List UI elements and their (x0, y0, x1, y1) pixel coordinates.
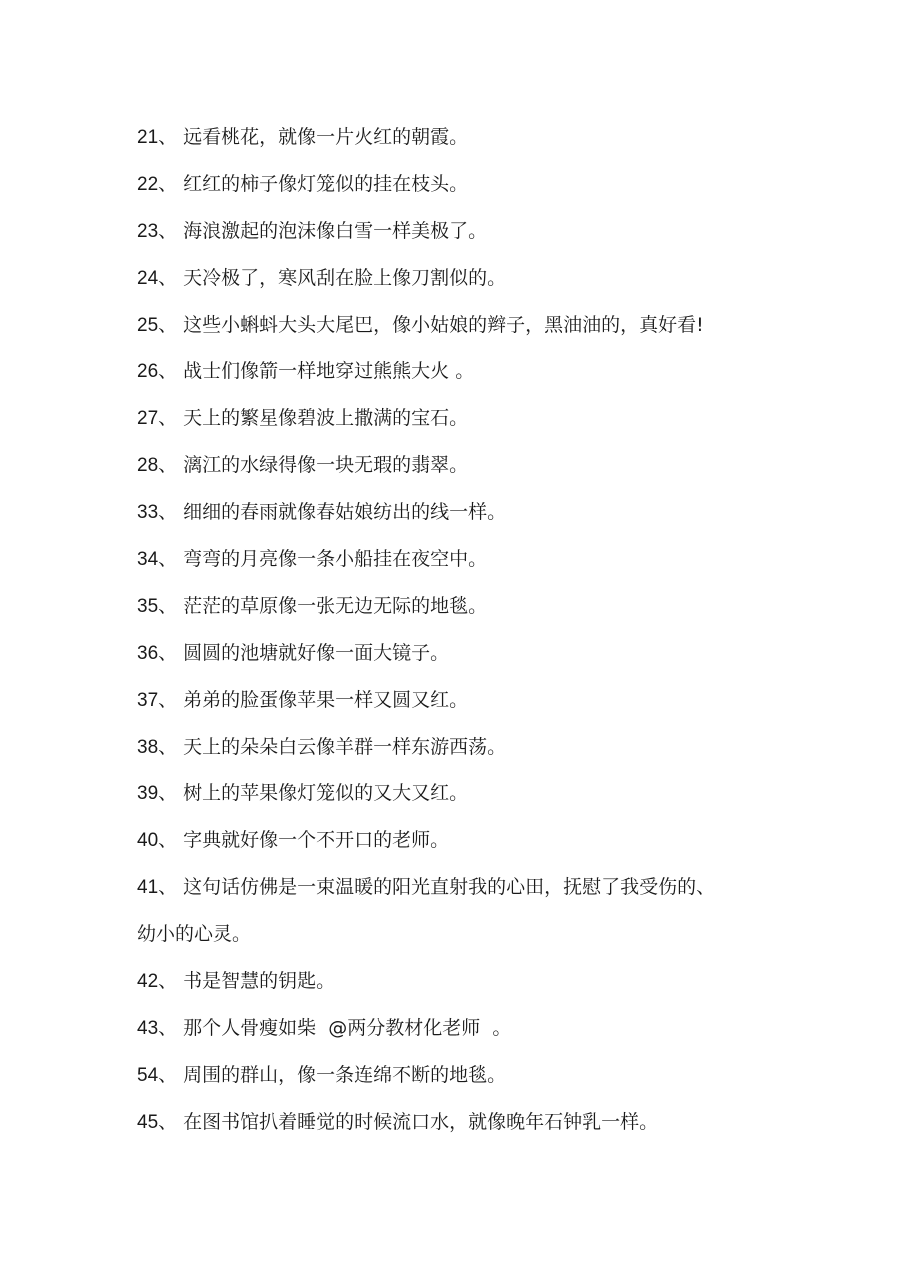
line-separator: 、 (158, 172, 178, 195)
text-line (137, 864, 797, 911)
line-separator: 、 (158, 313, 178, 336)
line-number: 22 (137, 173, 159, 195)
line-separator: 、 (158, 688, 178, 711)
line-text: 细细的春雨就像春姑娘纺出的线一样。 (183, 501, 507, 524)
line-number: 40 (137, 830, 159, 852)
line-separator: 、 (158, 735, 178, 758)
line-number: 54 (137, 1064, 159, 1086)
line-text: 红红的柿子像灯笼似的挂在枝头。 (183, 172, 469, 195)
line-number: 37 (137, 689, 159, 711)
line-number: 41 (137, 877, 159, 899)
line-separator: 、 (158, 641, 178, 664)
text-line (137, 255, 797, 302)
line-number: 24 (137, 267, 159, 289)
line-separator: 、 (158, 360, 178, 383)
line-separator: 、 (158, 501, 178, 524)
line-separator: 、 (158, 876, 178, 899)
line-text: 弯弯的月亮像一条小船挂在夜空中。 (183, 548, 488, 571)
text-line (137, 724, 797, 771)
line-text: 这些小蝌蚪大头大尾巴，像小姑娘的辫子，黑油油的，真好看! (183, 313, 704, 336)
line-number: 25 (137, 314, 159, 336)
text-line (137, 114, 797, 161)
text-line (137, 1005, 797, 1052)
line-text: 那个人骨瘦如柴 @两分教材化老师 。 (183, 1016, 512, 1039)
line-text: 远看桃花，就像一片火红的朝霞。 (183, 126, 469, 148)
text-line (137, 348, 797, 395)
text-line (137, 161, 797, 208)
line-text: 周围的群山，像一条连绵不断的地毯。 (183, 1063, 507, 1086)
line-number: 39 (137, 783, 159, 805)
line-text: 海浪激起的泡沫像白雪一样美极了。 (183, 219, 488, 242)
text-line (137, 677, 797, 724)
text-line (137, 442, 797, 489)
line-text: 幼小的心灵。 (137, 923, 252, 946)
line-separator: 、 (158, 126, 178, 148)
line-separator: 、 (158, 407, 178, 430)
text-line (137, 208, 797, 255)
line-number: 26 (137, 361, 159, 383)
line-text: 漓江的水绿得像一块无瑕的翡翠。 (183, 454, 469, 477)
text-line-continuation (137, 911, 797, 958)
line-number: 43 (137, 1017, 159, 1039)
line-number: 45 (137, 1111, 159, 1133)
line-number: 36 (137, 642, 159, 664)
text-line (137, 583, 797, 630)
line-text: 这句话仿佛是一束温暖的阳光直射我的心田，抚慰了我受伤的、 (183, 876, 716, 899)
text-line (137, 630, 797, 677)
line-text: 天冷极了，寒风刮在脸上像刀割似的。 (183, 266, 507, 289)
line-separator: 、 (158, 1016, 178, 1039)
text-line (137, 770, 797, 817)
line-separator: 、 (158, 1110, 178, 1133)
line-text: 字典就好像一个不开口的老师。 (183, 829, 450, 852)
line-number: 42 (137, 971, 159, 993)
line-number: 35 (137, 595, 159, 617)
line-text: 天上的繁星像碧波上撒满的宝石。 (183, 407, 469, 430)
line-text: 茫茫的草原像一张无边无际的地毯。 (183, 594, 488, 617)
text-line (137, 1099, 797, 1146)
line-separator: 、 (158, 782, 178, 805)
line-separator: 、 (158, 454, 178, 477)
text-line (137, 489, 797, 536)
text-line (137, 395, 797, 442)
text-line (137, 536, 797, 583)
line-number: 34 (137, 549, 159, 571)
line-separator: 、 (158, 219, 178, 242)
line-text: 树上的苹果像灯笼似的又大又红。 (183, 782, 469, 805)
line-text: 圆圆的池塘就好像一面大镜子。 (183, 641, 450, 664)
line-number: 27 (137, 408, 159, 430)
text-line (137, 302, 797, 349)
line-number: 38 (137, 736, 159, 758)
line-separator: 、 (158, 1063, 178, 1086)
line-text: 弟弟的脸蛋像苹果一样又圆又红。 (183, 688, 469, 711)
line-separator: 、 (158, 594, 178, 617)
text-line (137, 817, 797, 864)
line-text: 在图书馆扒着睡觉的时候流口水，就像晚年石钟乳一样。 (183, 1110, 659, 1133)
line-number: 33 (137, 502, 159, 524)
line-text: 战士们像箭一样地穿过熊熊大火 。 (183, 360, 475, 383)
text-line (137, 958, 797, 1005)
line-separator: 、 (158, 548, 178, 571)
line-text: 书是智慧的钥匙。 (183, 970, 336, 993)
document-body (137, 114, 797, 1146)
line-separator: 、 (158, 970, 178, 993)
line-separator: 、 (158, 266, 178, 289)
line-number: 23 (137, 220, 159, 242)
line-number: 21 (137, 127, 159, 148)
line-text: 天上的朵朵白云像羊群一样东游西荡。 (183, 735, 507, 758)
text-line (137, 1052, 797, 1099)
line-separator: 、 (158, 829, 178, 852)
line-number: 28 (137, 455, 159, 477)
